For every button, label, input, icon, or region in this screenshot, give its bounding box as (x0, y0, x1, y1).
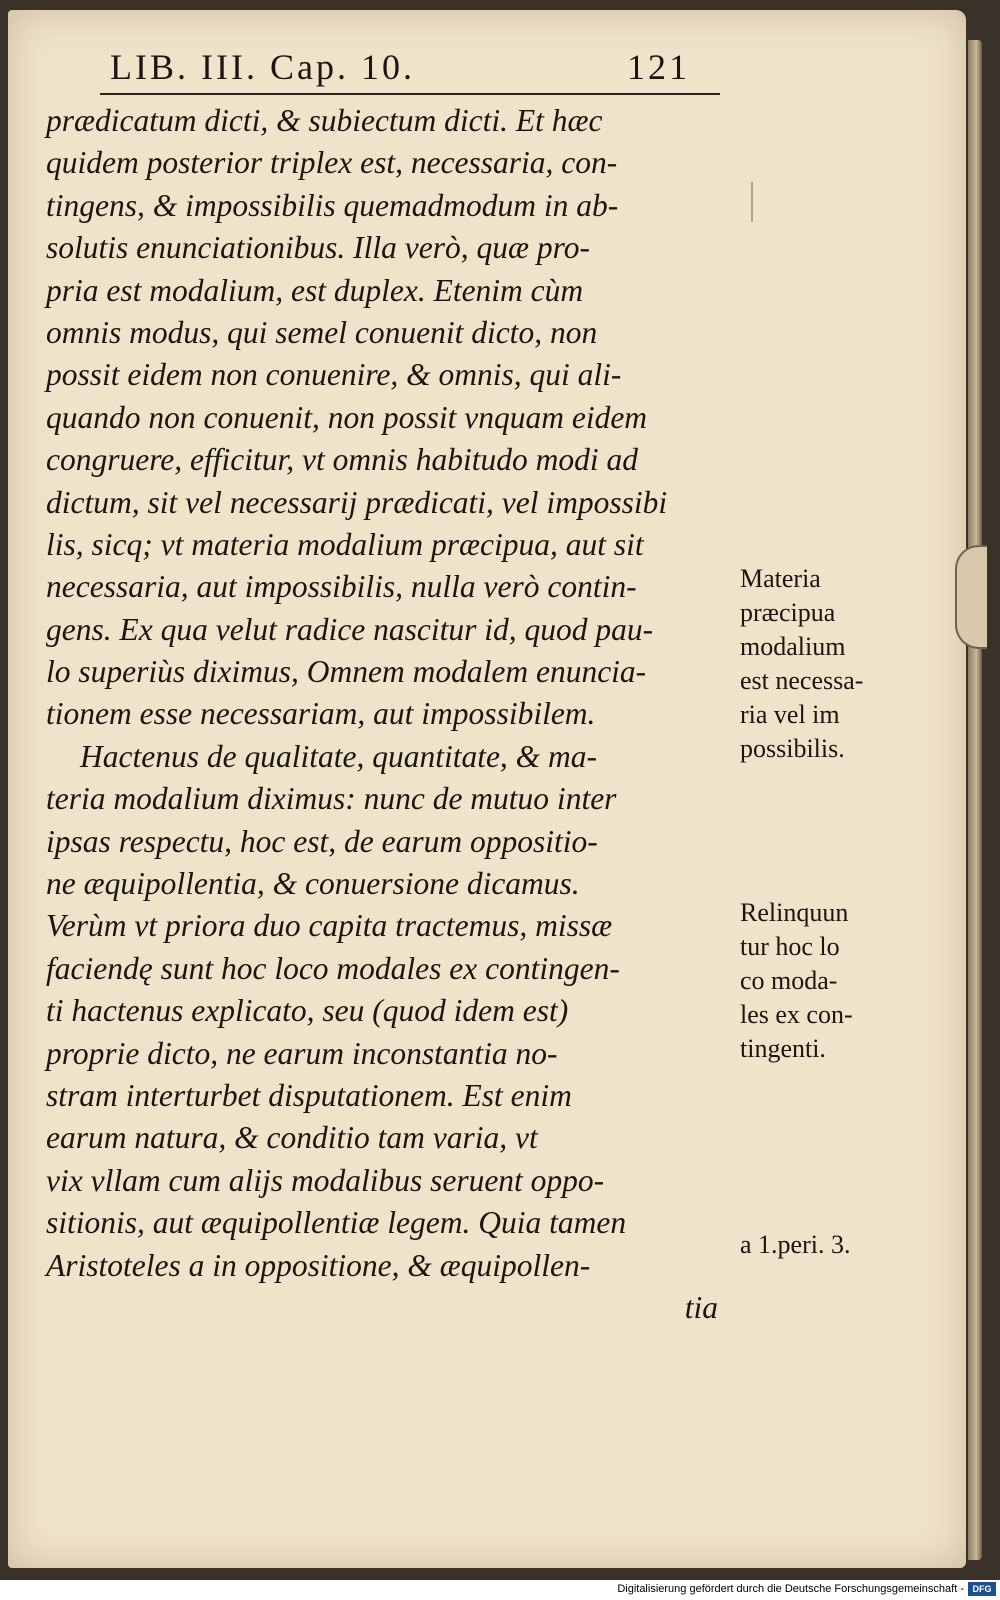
marginal-line: tingenti. (740, 1034, 826, 1063)
text-line: gens. Ex qua velut radice nascitur id, quod pau- (46, 611, 654, 647)
marginal-line: co moda- (740, 966, 838, 995)
marginal-note-materia (740, 562, 900, 766)
text-line: sitionis, aut æquipollentiæ legem. Quia tamen (46, 1205, 627, 1241)
text-line: teria modalium diximus: nunc de mutuo inter (46, 781, 617, 817)
marginal-note-relinquuntur (740, 896, 900, 1066)
body-text (46, 100, 736, 1329)
text-line: Verùm vt priora duo capita tractemus, missæ (46, 908, 613, 944)
text-line: vix vllam cum alijs modalibus seruent oppo- (46, 1162, 605, 1198)
text-line: lo superiùs diximus, Omnem modalem enuncia- (46, 654, 647, 690)
marginal-line: a 1.peri. 3. (740, 1230, 851, 1259)
text-line: necessaria, aut impossibilis, nulla verò contin- (46, 569, 637, 605)
running-head (110, 40, 690, 90)
text-line: solutis enunciationibus. Illa verò, quæ pro- (46, 230, 590, 266)
text-line: quidem posterior triplex est, necessaria, con- (46, 145, 618, 181)
text-line: possit eidem non conuenire, & omnis, qui ali- (46, 357, 622, 393)
marginal-reference (740, 1228, 900, 1262)
text-line: omnis modus, qui semel conuenit dicto, non (46, 314, 598, 350)
text-line: prædicatum dicti, & subiectum dicti. Et hæc (46, 103, 603, 138)
text-line: ne æquipollentia, & conuersione dicamus. (46, 866, 580, 902)
marginal-line: ria vel im (740, 700, 840, 729)
text-line: congruere, efficitur, vt omnis habitudo modi ad (46, 442, 639, 478)
text-line: tingens, & impossibilis quemadmodum in ab- (46, 187, 619, 223)
marginal-line: les ex con- (740, 1000, 853, 1029)
pencil-mark (751, 182, 753, 222)
text-line: dictum, sit vel necessarij prædicati, vel impossibi (46, 484, 668, 520)
paragraph-start-line: Hactenus de qualitate, quantitate, & ma- (80, 738, 598, 774)
text-line: stram interturbet disputationem. Est enim (46, 1077, 572, 1113)
marginal-line: Relinquun (740, 898, 849, 927)
text-line: proprie dicto, ne earum inconstantia no- (46, 1035, 558, 1071)
marginal-line: præcipua (740, 598, 836, 627)
text-line: ti hactenus explicato, seu (quod idem est) (46, 993, 569, 1029)
digitization-credit: Digitalisierung gefördert durch die Deutsche Forschungsgemeinschaft - (617, 1583, 964, 1595)
marginal-line: tur hoc lo (740, 932, 840, 961)
text-line: quando non conuenit, non possit vnquam eidem (46, 399, 648, 435)
text-line: lis, sicq; vt materia modalium præcipua, aut sit (46, 526, 644, 562)
marginal-line: possibilis. (740, 734, 845, 763)
text-line: ipsas respectu, hoc est, de earum oppositio- (46, 823, 598, 859)
catchword: tia (684, 1289, 718, 1325)
page-tab-notch (955, 545, 987, 649)
text-line: pria est modalium, est duplex. Etenim cùm (46, 272, 584, 308)
running-head-rule (100, 93, 720, 95)
text-line: earum natura, & conditio tam varia, vt (46, 1120, 538, 1156)
page-edge (968, 40, 982, 1560)
running-head-title: LIB. III. Cap. 10. (110, 47, 415, 87)
marginal-line: modalium (740, 632, 846, 661)
dfg-logo: DFG (968, 1582, 996, 1596)
text-line: tionem esse necessariam, aut impossibilem. (46, 696, 596, 732)
marginal-line: Materia (740, 564, 821, 593)
text-line: Aristoteles a in oppositione, & æquipollen- (46, 1247, 591, 1283)
text-line: faciendę sunt hoc loco modales ex contingen- (46, 950, 620, 986)
page-number: 121 (627, 47, 690, 87)
marginal-line: est necessa- (740, 666, 864, 695)
